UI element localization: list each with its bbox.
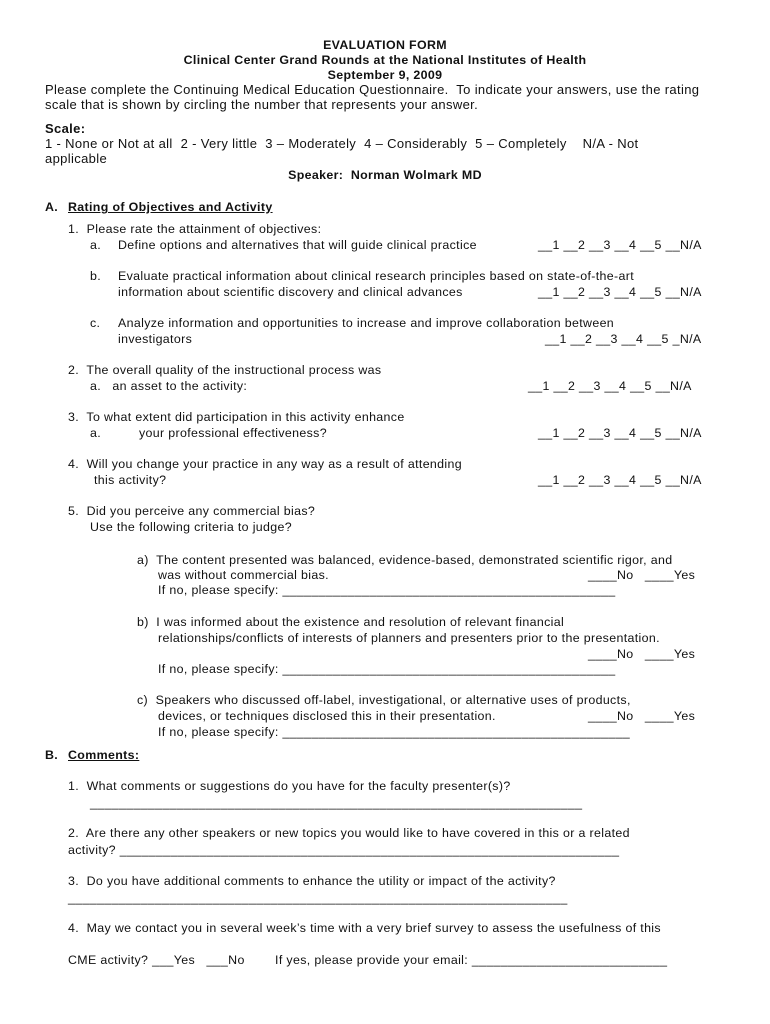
- comment-4-text-1: 4. May we contact you in several week’s time with a very brief survey to assess the usefulness of this: [68, 921, 661, 935]
- question-1b-text-2: information about scientific discovery and clinical advances: [118, 285, 463, 299]
- question-1-text: 1. Please rate the attainment of objectives:: [68, 222, 322, 236]
- question-1b-text-1: Evaluate practical information about clinical research principles based on state-of-the-art: [118, 269, 635, 283]
- scale-label: Scale:: [45, 121, 86, 136]
- section-b-title: Comments:: [68, 748, 140, 762]
- question-4-rating-scale[interactable]: __1 __2 __3 __4 __5 __N/A: [538, 473, 702, 487]
- comment-1-answer-field[interactable]: ____________________________________________________________________: [90, 796, 583, 810]
- criterion-c-yes-no[interactable]: ____No ____Yes: [588, 709, 696, 723]
- question-1c-text-1: Analyze information and opportunities to increase and improve collaboration between: [118, 316, 615, 330]
- question-2a-text: a. an asset to the activity:: [90, 379, 248, 393]
- form-date: September 9, 2009: [327, 68, 443, 82]
- criterion-b-yes-no[interactable]: ____No ____Yes: [588, 647, 696, 661]
- comment-2-text-2[interactable]: activity? _____________________________________________________________________: [68, 843, 620, 857]
- question-1a-rating-scale[interactable]: __1 __2 __3 __4 __5 __N/A: [538, 238, 702, 252]
- question-1c-rating-scale[interactable]: __1 __2 __3 __4 __5 _N/A: [545, 332, 702, 346]
- criterion-c-line-2: devices, or techniques disclosed this in their presentation.: [158, 709, 496, 723]
- comment-3-text: 3. Do you have additional comments to enhance the utility or impact of the activity?: [68, 874, 556, 888]
- speaker-heading: Speaker: Norman Wolmark MD: [288, 168, 482, 182]
- comment-2-text-1: 2. Are there any other speakers or new topics you would like to have covered in this or a related: [68, 826, 630, 840]
- criterion-a-line-2: was without commercial bias.: [158, 568, 329, 582]
- question-5-text-1: 5. Did you perceive any commercial bias?: [68, 504, 316, 518]
- question-1a-label: a.: [90, 238, 102, 252]
- section-a-title: Rating of Objectives and Activity: [68, 200, 273, 214]
- section-b-letter: B.: [45, 748, 59, 762]
- criterion-a-specify-field[interactable]: If no, please specify: ______________________________________________: [158, 583, 616, 597]
- criterion-b-line-1: b) I was informed about the existence and resolution of relevant financial: [137, 615, 565, 629]
- scale-line-2: applicable: [45, 151, 108, 166]
- intro-line-1: Please complete the Continuing Medical Education Questionnaire. To indicate your answers, use the rating: [45, 82, 700, 97]
- question-2-rating-scale[interactable]: __1 __2 __3 __4 __5 __N/A: [528, 379, 692, 393]
- criterion-b-line-2: relationships/conflicts of interests of planners and presenters prior to the presentation.: [158, 631, 660, 645]
- question-1b-label: b.: [90, 269, 102, 283]
- criterion-c-specify-field[interactable]: If no, please specify: ________________________________________________: [158, 725, 631, 739]
- comment-3-answer-field[interactable]: _____________________________________________________________________: [68, 891, 568, 905]
- criterion-b-specify-field[interactable]: If no, please specify: ______________________________________________: [158, 662, 616, 676]
- question-3-rating-scale[interactable]: __1 __2 __3 __4 __5 __N/A: [538, 426, 702, 440]
- question-2-text: 2. The overall quality of the instructional process was: [68, 363, 382, 377]
- criterion-a-line-1: a) The content presented was balanced, evidence-based, demonstrated scientific rigor, and: [137, 553, 673, 567]
- question-1b-rating-scale[interactable]: __1 __2 __3 __4 __5 __N/A: [538, 285, 702, 299]
- question-1c-label: c.: [90, 316, 101, 330]
- question-4-text-1: 4. Will you change your practice in any way as a result of attending: [68, 457, 462, 471]
- intro-line-2: scale that is shown by circling the number that represents your answer.: [45, 97, 479, 112]
- scale-line-1: 1 - None or Not at all 2 - Very little 3 – Moderately 4 – Considerably 5 – Completely N/A - Not: [45, 136, 639, 151]
- section-a-letter: A.: [45, 200, 59, 214]
- question-3a-text: a. your professional effectiveness?: [90, 426, 327, 440]
- question-4-text-2: this activity?: [94, 473, 167, 487]
- question-1a-text: Define options and alternatives that will guide clinical practice: [118, 238, 477, 252]
- question-3-text: 3. To what extent did participation in this activity enhance: [68, 410, 405, 424]
- criterion-c-line-1: c) Speakers who discussed off-label, investigational, or alternative uses of products,: [137, 693, 631, 707]
- comment-4-text-2[interactable]: CME activity? ___Yes ___No If yes, please provide your email: ___________________________: [68, 953, 668, 967]
- form-title: EVALUATION FORM: [323, 38, 447, 52]
- form-subtitle: Clinical Center Grand Rounds at the National Institutes of Health: [183, 53, 587, 67]
- comment-1-text: 1. What comments or suggestions do you have for the faculty presenter(s)?: [68, 779, 511, 793]
- question-1c-text-2: investigators: [118, 332, 193, 346]
- question-5-text-2: Use the following criteria to judge?: [90, 520, 293, 534]
- criterion-a-yes-no[interactable]: ____No ____Yes: [588, 568, 696, 582]
